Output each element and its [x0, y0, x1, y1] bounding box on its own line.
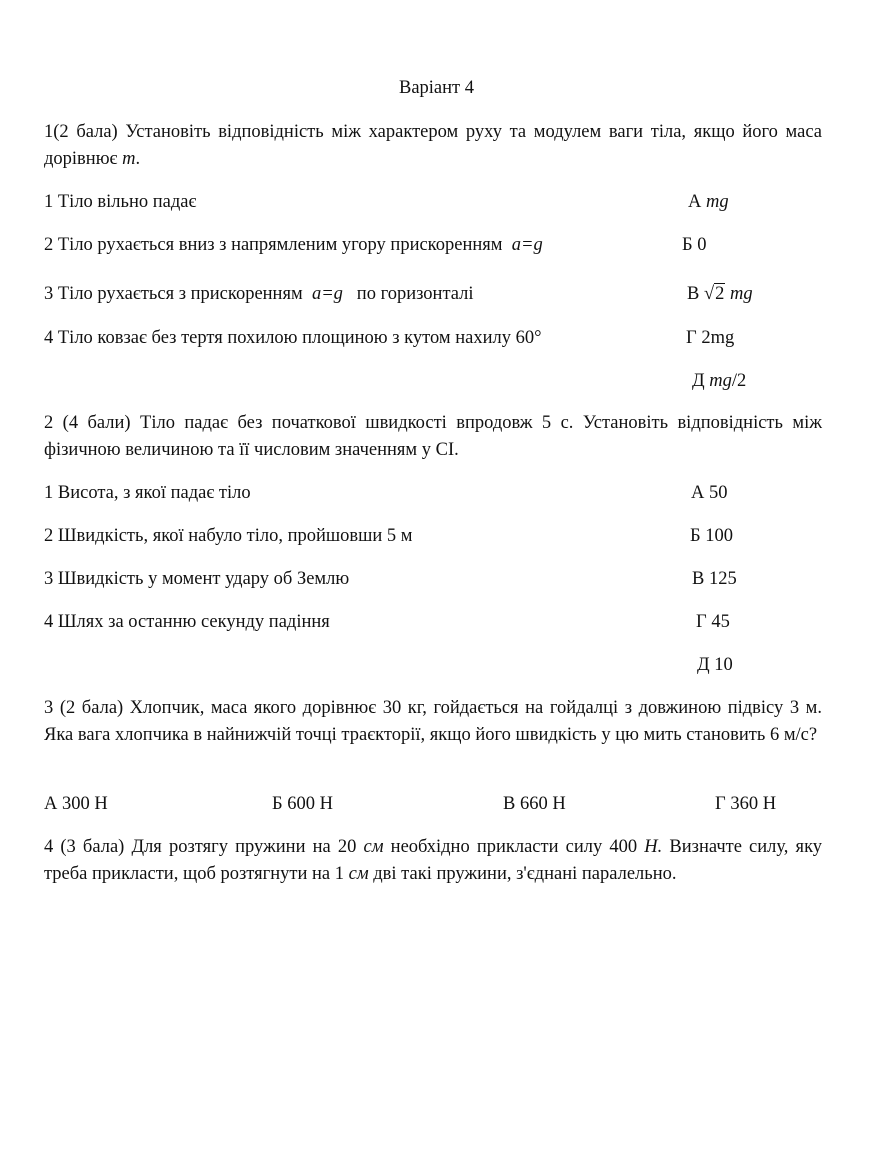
q1-item-1: 1 Тіло вільно падає	[44, 192, 197, 212]
question-2-intro: 2 (4 бали) Тіло падає без початкової швидкості впродовж 5 с. Установіть відповідність між фізичною величиною та її числовим значенням у СІ.	[44, 413, 822, 460]
q1-item-2: 2 Тіло рухається вниз з напрямленим угору прискоренням a=g	[44, 235, 543, 255]
sqrt-two: √2	[703, 284, 725, 304]
q2-item-1: 1 Висота, з якої падає тіло	[44, 483, 251, 503]
q2-item-4: 4 Шлях за останню секунду падіння	[44, 612, 330, 632]
question-2-row-3	[44, 566, 822, 592]
question-1-row-4	[44, 325, 822, 351]
question-4-text: 4 (3 бала) Для розтягу пружини на 20 см необхідно прикласти силу 400 Н. Визначте силу, яку треба прикласти, щоб розтягнути на 1 см дві такі пружини, з'єднані паралельно.	[44, 837, 823, 884]
question-3-choices	[44, 791, 822, 817]
q2-item-2: 2 Швидкість, якої набуло тіло, пройшовши 5 м	[44, 526, 413, 546]
q2-answer-e: Д 10	[697, 655, 733, 675]
q3-choice-a: А 300 Н	[44, 794, 108, 814]
q1-item-4: 4 Тіло ковзає без тертя похилою площиною з кутом нахилу 60°	[44, 328, 542, 348]
question-1-row-5	[44, 368, 822, 394]
question-1-row-2	[44, 232, 822, 258]
q3-choice-d: Г 360 Н	[715, 794, 777, 814]
q1-answer-c: В √2 mg	[687, 281, 753, 307]
question-3-intro: 3 (2 бала) Хлопчик, маса якого дорівнює 30 кг, гойдається на гойдалці з довжиною підвісу 3 м. Яка вага хлопчика в найнижчій точці траєкторії, якщо його швидкість у цю мить становить 6 м/с?	[44, 698, 822, 745]
question-2-row-4	[44, 609, 822, 635]
q1-answer-d: Г 2mg	[686, 328, 735, 348]
question-2-row-1	[44, 480, 822, 506]
question-1-row-3	[44, 281, 822, 307]
variant-title: Варіант 4	[398, 78, 474, 98]
question-1-row-1	[44, 189, 822, 215]
question-1-intro: 1(2 бала) Установіть відповідність між характером руху та модулем ваги тіла, якщо його маса дорівнює m.	[44, 122, 822, 169]
q1-item-3: 3 Тіло рухається з прискоренням a=g по горизонталі	[44, 284, 474, 304]
q2-answer-d: Г 45	[696, 612, 730, 632]
question-2-row-2	[44, 523, 822, 549]
q3-choice-c: В 660 Н	[503, 794, 566, 814]
q1-answer-e: Д mg/2	[692, 371, 747, 391]
q2-item-3: 3 Швидкість у момент удару об Землю	[44, 569, 350, 589]
q1-answer-b: Б 0	[682, 235, 707, 255]
q2-answer-b: Б 100	[690, 526, 733, 546]
mass-symbol: m	[122, 149, 136, 169]
q3-choice-b: Б 600 Н	[272, 794, 333, 814]
q1-answer-a: А mg	[688, 192, 729, 212]
question-2-row-5	[44, 652, 822, 678]
q2-answer-c: В 125	[692, 569, 737, 589]
q2-answer-a: А 50	[691, 483, 728, 503]
